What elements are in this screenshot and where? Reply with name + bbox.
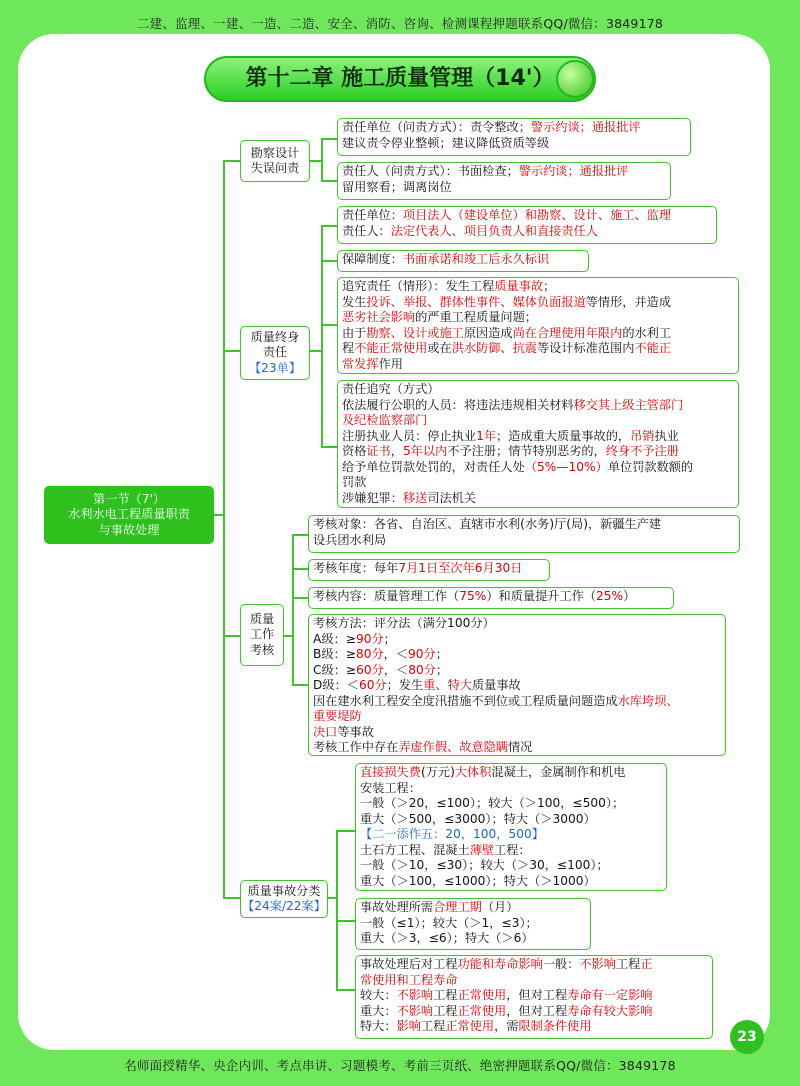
text-segment: 恶劣社会影响: [342, 310, 416, 324]
text-line: [313, 647, 721, 663]
text-segment: 薄壁: [469, 842, 495, 857]
text-segment: 土石方工程、混凝土: [360, 842, 470, 857]
text-segment: 警示约谈；通报批评: [518, 164, 629, 178]
text-line: [313, 663, 721, 679]
text-line: [313, 632, 721, 648]
text-segment: 注册执业人员：停止执业: [342, 428, 477, 443]
text-segment: 吊销: [630, 428, 655, 443]
text-segment: 责任人（问责方式）：书面检查；: [342, 164, 519, 178]
text-segment: 直接损失费: [360, 765, 421, 779]
text-segment: (万元): [420, 765, 455, 779]
text-segment: 项目法人（建设单位）和勘察、设计、施工、监理: [402, 208, 672, 222]
text-segment: 5年以内: [402, 444, 448, 458]
text-line: [342, 120, 686, 136]
leaf-accountability-situations: [337, 277, 739, 374]
branch-label: 勘察设计: [250, 145, 300, 160]
text-segment: 1年: [476, 428, 497, 443]
text-segment: 60分: [356, 662, 384, 677]
text-segment: 大体积: [454, 765, 492, 779]
text-segment: ，需: [494, 1019, 519, 1033]
leaf-accountability-methods: [337, 380, 739, 508]
leaf-responsible-parties: [337, 206, 717, 244]
text-segment: 执业: [654, 428, 679, 443]
text-segment: 质量事故: [494, 279, 544, 293]
text-line: [342, 279, 734, 295]
text-segment: 的严重工程质量问题；: [415, 310, 537, 324]
text-segment: 80分: [408, 662, 436, 677]
root-line: 第一节（7'）: [92, 491, 166, 506]
text-line: [360, 988, 708, 1004]
text-segment: 资格: [342, 444, 367, 458]
text-segment: 罚款: [342, 475, 367, 489]
text-line: [342, 224, 712, 240]
text-line: [313, 589, 669, 605]
leaf-assessment-targets: [308, 515, 740, 553]
text-segment: 考核内容：质量管理工作（: [313, 589, 460, 603]
text-segment: 或在: [427, 341, 452, 355]
text-segment: 责任单位：: [342, 208, 403, 222]
text-segment: 情况: [508, 740, 533, 754]
top-banner: 二建、监理、一建、一造、二造、安全、消防、咨询、检测课程押题联系QQ/微信：3849178: [136, 16, 664, 31]
text-line: [313, 561, 545, 577]
text-segment: 及纪检监察部门: [342, 413, 428, 427]
text-segment: 等情形，并造成: [585, 294, 672, 309]
text-segment: 证书: [366, 444, 391, 458]
branch-survey-design-accountability: [240, 140, 310, 182]
text-segment: 重要堤防: [313, 709, 362, 723]
text-line: [342, 326, 734, 342]
text-segment: ）和质量提升工作（: [486, 589, 597, 603]
branch-quality-work-assessment: [240, 604, 284, 666]
connector: [321, 225, 337, 227]
text-segment: D级：＜: [313, 678, 359, 692]
text-segment: 重、特大: [423, 678, 472, 692]
text-segment: 一般（＞10，≤30）；较大（＞30，≤100）；: [360, 858, 609, 872]
text-segment: ；造成重大质量事故的，: [496, 428, 631, 443]
text-line: [360, 1004, 708, 1020]
text-segment: 程: [342, 341, 355, 355]
text-segment: 正常使用: [457, 988, 507, 1002]
leaf-responsible-person-accountability: [337, 162, 671, 200]
text-line: [342, 444, 734, 460]
connector: [321, 180, 337, 182]
connector: [321, 138, 337, 140]
text-segment: 弄虚作假、故意隐瞒: [398, 740, 508, 754]
connector: [321, 260, 337, 262]
leaf-handling-duration: [355, 898, 591, 950]
text-segment: 重大（＞100，≤1000）；特大（＞1000）: [360, 873, 596, 888]
page-number-badge: 23: [730, 1020, 764, 1054]
text-line: [360, 843, 662, 859]
text-segment: 80分: [355, 647, 384, 661]
exam-tag: 【24案/22案】: [242, 899, 326, 913]
text-line: [313, 725, 721, 741]
text-segment: 投诉、举报、群体性事件、媒体负面报道: [366, 294, 586, 309]
text-segment: 【二一添作五：20，100，500】: [360, 827, 544, 841]
text-segment: 建议责令停业整顿；建议降低资质等级: [342, 135, 550, 150]
text-segment: 考核年度：每年: [313, 561, 399, 575]
text-segment: 75%: [459, 589, 487, 603]
chapter-title: 第十二章 施工质量管理（14'）: [204, 56, 596, 102]
text-segment: 影响: [396, 1019, 421, 1033]
text-line: [313, 694, 721, 710]
leaf-direct-loss-cost: [355, 763, 667, 891]
text-segment: 的水利工: [622, 325, 672, 340]
text-segment: 重大（＞500，≤3000）；特大（＞3000）: [360, 811, 596, 826]
text-segment: ，＜: [383, 647, 409, 661]
text-segment: 由于: [342, 325, 367, 340]
text-segment: 终身不予注册: [605, 444, 679, 458]
text-segment: 不影响: [396, 1003, 434, 1018]
text-line: [342, 208, 712, 224]
text-segment: 涉嫌犯罪：: [342, 490, 403, 505]
text-segment: 不影响: [579, 957, 616, 971]
text-segment: 单位罚款数额的: [607, 459, 694, 474]
text-segment: 60分: [358, 678, 387, 692]
text-line: [360, 1019, 708, 1035]
text-segment: 等事故: [337, 724, 374, 739]
connector: [292, 684, 308, 686]
bottom-banner: 名师面授精华、央企内训、考点串讲、习题模考、考前三页纸、绝密押题联系QQ/微信：3849178: [124, 1058, 676, 1073]
text-line: [342, 491, 734, 507]
title-right-dot: [556, 60, 594, 98]
connector: [336, 830, 355, 832]
branch-label: 失误问责: [250, 161, 300, 175]
connector: [223, 160, 225, 898]
text-segment: 勘察、设计或施工: [366, 325, 464, 340]
text-segment: 正常使用: [445, 1019, 495, 1033]
text-segment: 法定代表人、项目负责人和直接责任人: [390, 223, 598, 238]
text-segment: 合理工期: [433, 900, 482, 914]
text-segment: ，但对工程: [506, 1003, 568, 1018]
text-segment: 追究责任（情形）：发生工程: [342, 279, 495, 293]
text-segment: 责任追究（方式）: [342, 382, 440, 396]
text-segment: 工程: [433, 988, 458, 1002]
text-line: [313, 740, 721, 756]
text-line: [342, 460, 734, 476]
text-segment: 正: [640, 957, 653, 971]
text-segment: 25%: [596, 589, 624, 603]
text-segment: 考核工作中存在: [313, 740, 399, 754]
text-segment: 90分: [355, 631, 384, 646]
connector: [321, 324, 337, 326]
text-segment: 较大：: [360, 988, 397, 1002]
text-segment: 不影响: [396, 988, 434, 1002]
leaf-assessment-year: [308, 559, 550, 581]
text-segment: 责任人：: [342, 223, 391, 238]
text-segment: B级：≥: [313, 647, 356, 661]
connector: [336, 989, 355, 991]
connector: [292, 534, 308, 536]
connector: [292, 597, 308, 599]
text-segment: 原因造成: [463, 325, 513, 340]
text-segment: 正常使用: [457, 1003, 507, 1018]
text-segment: 一般（＞20，≤100）；较大（＞100，≤500）；: [360, 796, 625, 810]
text-line: [342, 398, 734, 414]
text-segment: 洪水防御、抗震: [451, 341, 537, 355]
text-segment: 常使用和工程寿命: [360, 972, 458, 987]
text-segment: ；: [543, 279, 556, 293]
text-segment: 限制条件使用: [518, 1019, 592, 1033]
text-segment: 水库垮坝、: [617, 693, 679, 708]
text-segment: 功能和寿命影响: [457, 957, 543, 971]
text-line: [360, 957, 708, 973]
text-segment: 重大（＞3，≤6）；特大（＞6）: [360, 931, 534, 945]
text-segment: 90分: [408, 647, 436, 661]
branch-label: 质量终身: [250, 329, 300, 344]
connector: [321, 138, 323, 181]
leaf-impact-on-function-and-life: [355, 955, 713, 1039]
connector: [223, 897, 240, 899]
branch-label: 工作: [249, 627, 275, 642]
text-segment: ）: [623, 589, 636, 603]
text-segment: 混凝土，金属制作和机电: [491, 765, 626, 779]
text-segment: 不予注册；情节特别恶劣的，: [447, 444, 606, 458]
connector: [223, 160, 240, 162]
text-segment: 一般：: [542, 957, 580, 971]
text-segment: 设兵团水利局: [313, 532, 387, 547]
text-segment: 尚在合理使用年限内: [512, 325, 623, 340]
leaf-assessment-method: [308, 614, 726, 756]
text-segment: 作用: [378, 356, 403, 371]
text-segment: 发生: [342, 294, 367, 309]
text-segment: ；发生: [386, 678, 424, 692]
text-segment: 寿命有较大影响: [567, 1003, 653, 1018]
text-segment: C级：≥: [313, 662, 357, 677]
branch-quality-accident-classification: [240, 880, 328, 918]
text-segment: 司法机关: [427, 490, 477, 505]
text-segment: 考核对象：各省、自治区、直辖市水利(水务)厅(局)，新疆生产建: [313, 517, 662, 531]
text-segment: ，但对工程: [506, 988, 568, 1002]
exam-tag: 【23单】: [248, 360, 302, 375]
leaf-assessment-content: [308, 587, 674, 609]
leaf-guarantee-system: [337, 250, 589, 272]
connector: [292, 568, 308, 570]
text-line: [342, 357, 734, 373]
text-segment: 7月1日至次年6月30日: [398, 561, 523, 575]
text-segment: （5%—10%）: [524, 459, 608, 474]
text-segment: 警示约谈；通报批评: [530, 120, 641, 134]
text-segment: 质量事故: [471, 678, 521, 692]
text-segment: ；: [383, 631, 396, 646]
text-segment: 移送: [402, 490, 428, 505]
connector: [321, 446, 337, 448]
connector: [223, 350, 240, 352]
text-segment: 给予单位罚款处罚的，对责任人处: [342, 459, 525, 474]
connector: [336, 830, 338, 990]
text-segment: 不能正: [634, 341, 672, 355]
root-line: 水利水电工程质量职责: [68, 507, 190, 522]
text-segment: ，: [390, 444, 403, 458]
text-segment: 寿命有一定影响: [567, 988, 653, 1002]
text-segment: 决口: [313, 724, 338, 739]
text-segment: 书面承诺和竣工后永久标识: [402, 252, 550, 266]
text-line: [360, 900, 586, 916]
connector: [223, 635, 240, 637]
text-line: [342, 252, 584, 268]
text-segment: 移交其上级主管部门: [573, 397, 684, 412]
text-line: [342, 341, 734, 357]
branch-label: 质量: [249, 611, 275, 626]
text-segment: A级：≥: [313, 631, 356, 646]
text-line: [342, 310, 734, 326]
connector: [292, 534, 294, 685]
branch-label: 考核: [249, 642, 275, 657]
text-segment: 工程：: [494, 842, 531, 857]
text-line: [342, 429, 734, 445]
text-segment: 考核方法：评分法（满分100分）: [313, 616, 495, 630]
text-segment: 工程: [615, 957, 641, 971]
connector: [336, 920, 355, 922]
text-segment: ；: [435, 662, 449, 677]
connector: [321, 225, 323, 447]
text-segment: 留用察看；调离岗位: [342, 179, 452, 194]
text-segment: 事故处理所需: [360, 900, 434, 914]
text-line: [360, 765, 662, 781]
text-segment: 工程: [433, 1003, 458, 1018]
branch-label: 责任: [262, 345, 288, 360]
text-line: [313, 678, 721, 694]
root-line: 与事故处理: [98, 522, 160, 537]
text-segment: 等设计标准范围内: [537, 341, 635, 355]
text-segment: 责任单位（问责方式）：责令整改；: [342, 120, 531, 134]
text-segment: 特大：: [360, 1019, 397, 1033]
text-segment: 事故处理后对工程: [360, 957, 458, 971]
text-line: [342, 164, 666, 180]
text-segment: （月）: [481, 900, 519, 914]
text-segment: ，＜: [383, 662, 409, 677]
text-segment: 安装工程：: [360, 780, 421, 795]
text-segment: 工程: [420, 1019, 446, 1033]
text-line: [342, 295, 734, 311]
text-segment: 重大：: [360, 1003, 397, 1018]
text-segment: 不能正常使用: [354, 341, 428, 355]
root-node-section-one: [44, 486, 214, 544]
text-segment: 一般（≤1）；较大（＞1，≤3）；: [360, 915, 538, 930]
leaf-responsible-unit-accountability: [337, 118, 691, 156]
text-segment: 依法履行公职的人员：将违法违规相关材料: [342, 397, 574, 412]
branch-label: 质量事故分类: [247, 883, 321, 898]
text-segment: 常发挥: [342, 356, 379, 371]
text-segment: 保障制度：: [342, 252, 403, 266]
text-segment: 因在建水利工程安全度汛措施不到位或工程质量问题造成: [313, 693, 618, 708]
text-segment: ；: [435, 647, 448, 661]
branch-lifetime-quality-responsibility: [240, 326, 310, 380]
